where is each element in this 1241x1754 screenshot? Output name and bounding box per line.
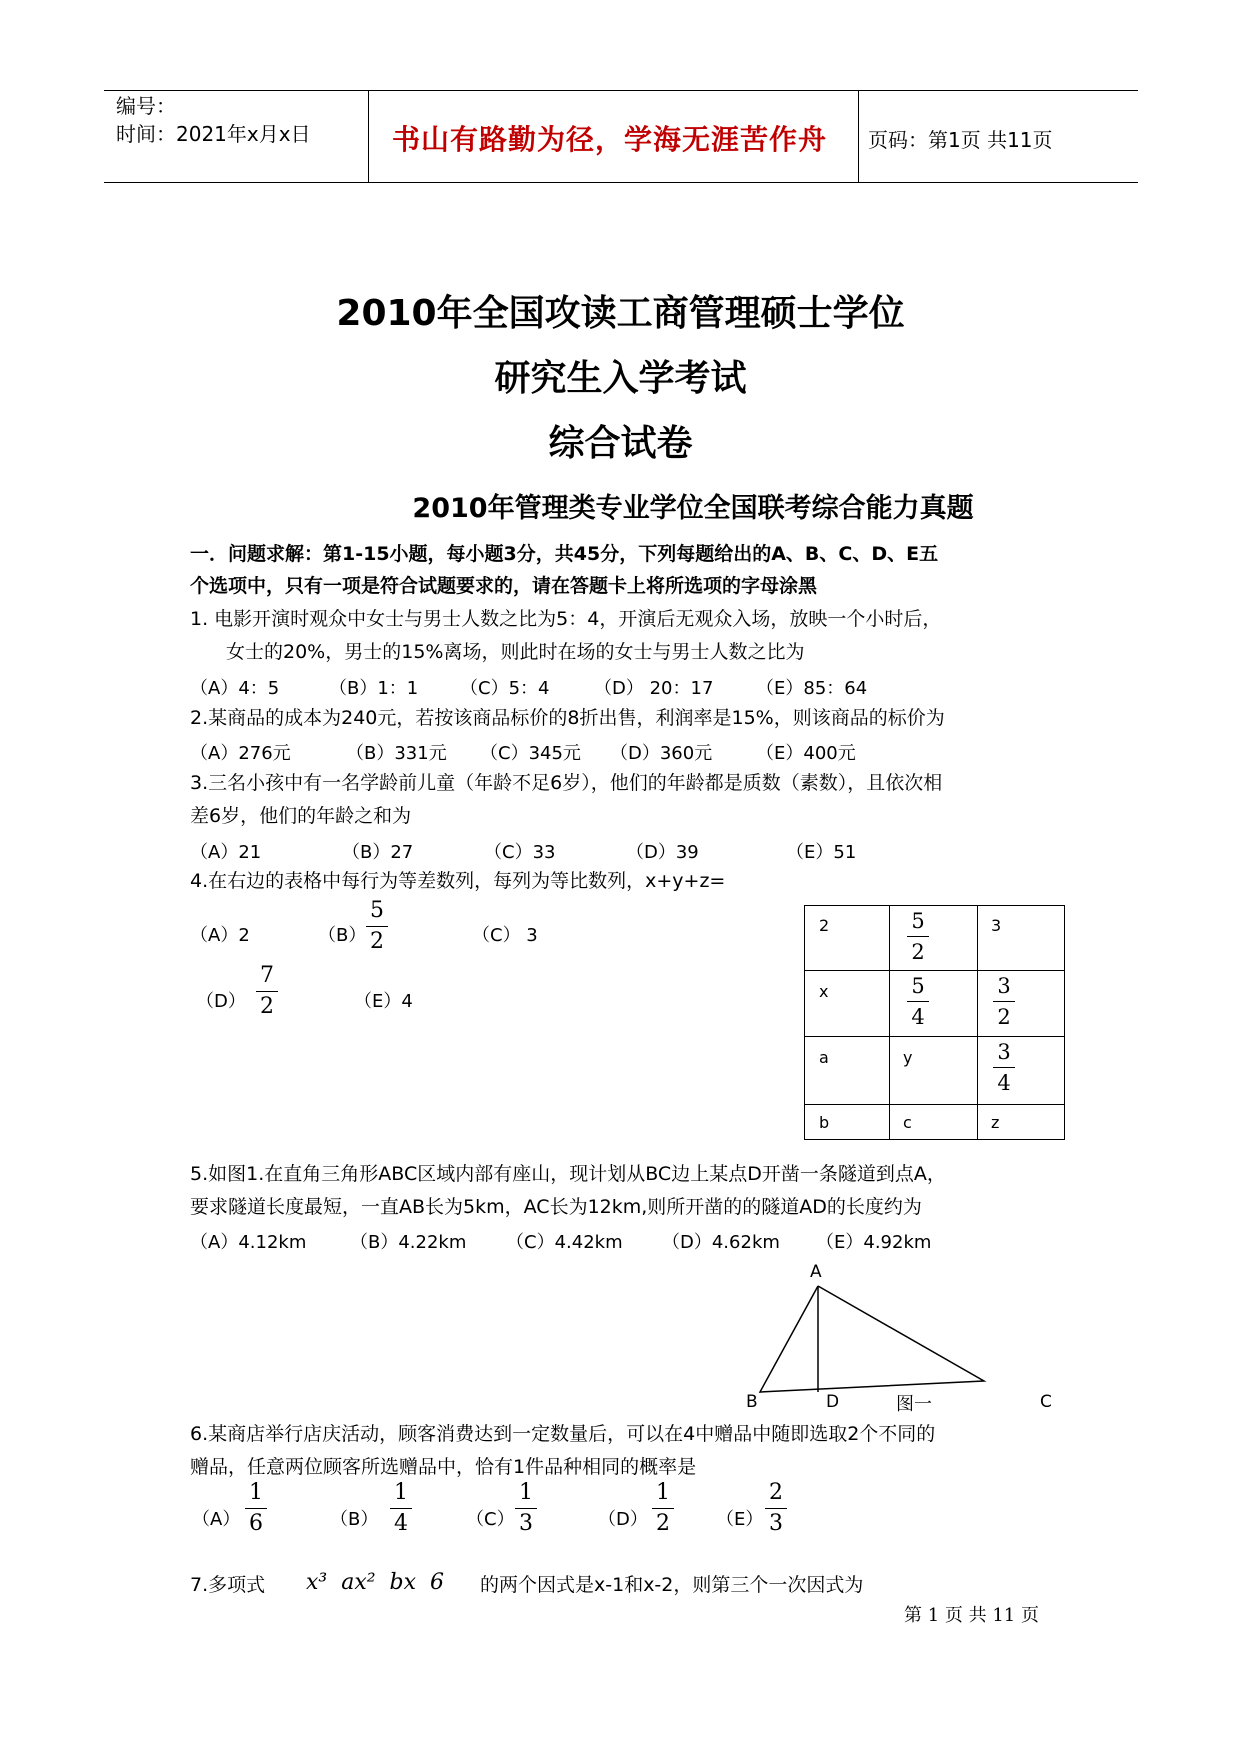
q1-option-e: （E）85：64: [756, 678, 868, 699]
title-line-1: 2010年全国攻读工商管理硕士学位: [336, 293, 905, 334]
table-denominator: 4: [997, 1071, 1011, 1095]
q6-numerator: 2: [769, 1480, 783, 1505]
table-numerator: 3: [997, 1040, 1011, 1064]
serial-label: 编号：: [116, 94, 176, 118]
header-top-rule: [104, 90, 1138, 91]
header-divider-right: [858, 90, 859, 182]
q6-denominator: 4: [394, 1511, 408, 1536]
q1-stem-line-1: 1. 电影开演时观众中女士与男士人数之比为5：4，开演后无观众入场，放映一个小时后，: [190, 608, 942, 630]
table-cell-r4c3: z: [991, 1113, 1000, 1132]
q6-numerator: 1: [249, 1480, 263, 1505]
q1-option-b: （B）1：1: [329, 678, 419, 699]
q6-denominator: 6: [249, 1511, 263, 1536]
q5-stem-line-2: 要求隧道长度最短，一直AB长为5km，AC长为12km,则所开凿的的隧道AD的长度约为: [190, 1196, 922, 1218]
q7-suffix: 的两个因式是x-1和x-2，则第三个一次因式为: [480, 1574, 864, 1596]
q6-stem-line-2: 赠品，任意两位顾客所选赠品中，恰有1件品种相同的概率是: [190, 1456, 697, 1478]
table-cell-r2c1: x: [819, 982, 829, 1001]
fraction-bar: [390, 1508, 412, 1509]
figure-label-d: D: [826, 1392, 840, 1412]
page-footer: 第 1 页 共 11 页: [904, 1605, 1039, 1626]
title-line-3: 综合试卷: [548, 423, 693, 464]
table-numerator: 3: [997, 974, 1011, 998]
q5-option-e: （E）4.92km: [816, 1232, 932, 1253]
fraction-bar: [515, 1508, 537, 1509]
q7-polynomial: x³ ax² bx 6: [306, 1570, 445, 1595]
q5-stem-line-1: 5.如图1.在直角三角形ABC区域内部有座山，现计划从BC边上某点D开凿一条隧道到点A，: [190, 1163, 946, 1185]
table-denominator: 2: [911, 940, 925, 964]
q6-option-b-fraction: [390, 1480, 412, 1537]
q6-denominator: 3: [769, 1511, 783, 1536]
table-cell-r4c1: b: [819, 1113, 830, 1132]
fraction-bar: [765, 1508, 787, 1509]
q3-stem-line-1: 3.三名小孩中有一名学龄前儿童（年龄不足6岁），他们的年龄都是质数（素数），且依次相: [190, 772, 943, 794]
q4-table: [804, 905, 1065, 1140]
q6-denominator: 3: [519, 1511, 533, 1536]
table-cell-r2c3: [993, 973, 1015, 1030]
header-page-code: 页码：第1页 共11页: [868, 128, 1053, 152]
q1-option-a: （A）4：5: [190, 678, 280, 699]
q6-numerator: 1: [519, 1480, 533, 1505]
table-cell-r2c2: [907, 973, 929, 1030]
q5-option-d: （D）4.62km: [662, 1232, 780, 1253]
q2-stem-line-1: 2.某商品的成本为240元，若按该商品标价的8折出售，利润率是15%，则该商品的标价为: [190, 707, 945, 729]
q6-option-e-fraction: [765, 1480, 787, 1537]
q4-option-e: （E）4: [354, 991, 413, 1012]
header-divider-left: [368, 90, 369, 182]
q2-option-b: （B）331元: [346, 743, 447, 764]
header-motto: 书山有路勤为径，学海无涯苦作舟: [392, 123, 828, 156]
q1-option-d: （D） 20：17: [594, 678, 714, 699]
q2-option-e: （E）400元: [756, 743, 856, 764]
q6-denominator: 2: [656, 1511, 670, 1536]
q4-option-b-numerator: 5: [370, 898, 384, 923]
q5-option-b: （B）4.22km: [350, 1232, 467, 1253]
q2-option-a: （A）276元: [190, 743, 291, 764]
table-cell-r1c2: [907, 908, 929, 965]
q6-option-b-label: （B）: [330, 1509, 379, 1530]
fraction-bar: [245, 1508, 267, 1509]
fraction-bar: [907, 936, 929, 937]
figure-label-b: B: [746, 1392, 758, 1412]
fraction-bar: [256, 991, 278, 992]
triangle-abc: [760, 1286, 984, 1392]
subtitle: 2010年管理类专业学位全国联考综合能力真题: [412, 493, 974, 524]
q3-option-e: （E）51: [786, 842, 857, 863]
q3-option-d: （D）39: [626, 842, 699, 863]
header-bottom-rule: [104, 182, 1138, 183]
q4-option-d-fraction: [256, 963, 278, 1020]
figure-label-a: A: [810, 1262, 822, 1282]
q2-option-c: （C）345元: [480, 743, 581, 764]
table-cell-r3c1: a: [819, 1048, 829, 1067]
q4-option-a: （A）2: [190, 925, 250, 946]
q4-stem-line-1: 4.在右边的表格中每行为等差数列，每列为等比数列，x+y+z=: [190, 870, 726, 892]
q4-option-b-fraction: [366, 898, 388, 955]
table-numerator: 5: [911, 909, 925, 933]
table-cell-r4c2: c: [903, 1113, 912, 1132]
table-row-divider: [805, 970, 1064, 971]
table-cell-r3c2: y: [903, 1048, 913, 1067]
q6-numerator: 1: [656, 1480, 670, 1505]
figure-label-c: C: [1040, 1392, 1052, 1412]
table-cell-r1c1: 2: [819, 916, 830, 935]
q1-option-c: （C）5：4: [460, 678, 550, 699]
q1-stem-line-2: 女士的20%，男士的15%离场，则此时在场的女士与男士人数之比为: [226, 641, 805, 663]
q6-option-d-label: （D）: [598, 1509, 648, 1530]
table-row-divider: [805, 1036, 1064, 1037]
q4-option-d-denominator: 2: [260, 994, 274, 1019]
table-numerator: 5: [911, 974, 925, 998]
fraction-bar: [993, 1067, 1015, 1068]
q3-option-b: （B）27: [342, 842, 414, 863]
q2-option-d: （D）360元: [610, 743, 713, 764]
q6-stem-line-1: 6.某商店举行店庆活动，顾客消费达到一定数量后，可以在4中赠品中随即选取2个不同的: [190, 1423, 936, 1445]
q5-option-c: （C）4.42km: [506, 1232, 623, 1253]
time-label: 时间：2021年x月x日: [116, 122, 311, 146]
q5-option-a: （A）4.12km: [190, 1232, 307, 1253]
q4-option-c: （C） 3: [472, 925, 538, 946]
q3-stem-line-2: 差6岁，他们的年龄之和为: [190, 805, 412, 827]
q6-option-c-label: （C）: [466, 1509, 515, 1530]
q4-option-d-numerator: 7: [260, 963, 274, 988]
q6-option-a-fraction: [245, 1480, 267, 1537]
q4-option-d: （D）: [196, 991, 246, 1012]
q6-option-e-label: （E）: [716, 1509, 764, 1530]
q6-numerator: 1: [394, 1480, 408, 1505]
table-denominator: 4: [911, 1005, 925, 1029]
table-cell-r1c3: 3: [991, 916, 1002, 935]
q6-option-a-label: （A）: [192, 1509, 241, 1530]
fraction-bar: [366, 926, 388, 927]
q4-option-b: （B）: [318, 925, 367, 946]
q6-option-d-fraction: [652, 1480, 674, 1537]
q6-option-c-fraction: [515, 1480, 537, 1537]
q3-option-c: （C）33: [484, 842, 556, 863]
section-instructions-line-2: 个选项中，只有一项是符合试题要求的，请在答题卡上将所选项的字母涂黑: [190, 575, 818, 597]
fraction-bar: [907, 1001, 929, 1002]
fraction-bar: [652, 1508, 674, 1509]
table-denominator: 2: [997, 1005, 1011, 1029]
table-row-divider: [805, 1104, 1064, 1105]
header-meta: [116, 92, 311, 148]
table-cell-r3c3: [993, 1039, 1015, 1096]
fraction-bar: [993, 1001, 1015, 1002]
q3-option-a: （A）21: [190, 842, 262, 863]
q4-option-b-denominator: 2: [370, 929, 384, 954]
figure-caption: 图一: [896, 1394, 932, 1415]
section-instructions-line-1: 一．问题求解：第1-15小题，每小题3分，共45分，下列每题给出的A、B、C、D、E五: [190, 543, 939, 565]
title-line-2: 研究生入学考试: [494, 358, 747, 399]
q7-prefix: 7.多项式: [190, 1574, 266, 1596]
